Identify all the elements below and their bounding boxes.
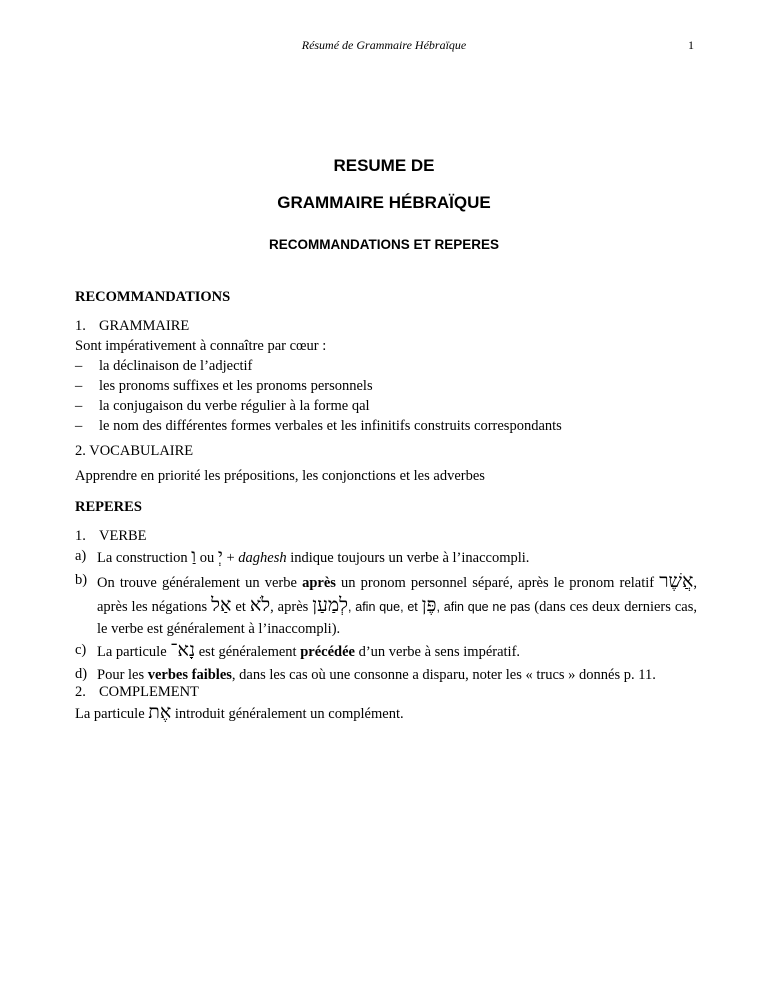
hebrew-text: יְ [217,545,223,567]
list-item: – la déclinaison de l’adjectif [75,358,253,374]
section-label: COMPLEMENT [99,684,199,700]
list-item: – le nom des différentes formes verbales et les infinitifs construits correspondants [75,418,562,434]
hebrew-text: לֹא [249,594,271,616]
page-number: 1 [688,38,694,52]
subsection-title [75,682,697,702]
list-item: – les pronoms suffixes et les pronoms personnels [75,378,373,394]
title-line-2: GRAMMAIRE HÉBRAÏQUE [277,193,491,212]
subtitle: RECOMMANDATIONS ET REPERES [268,237,499,252]
hebrew-text: פֶּן [421,594,437,616]
reperes-heading [75,497,697,517]
section-heading: REPERES [75,499,142,515]
reperes-section-2 [75,682,697,724]
hebrew-text: אֲשֶׁר [659,570,694,592]
intro-text: Sont impérativement à connaître par cœur : [75,338,327,354]
subsection-title [75,316,697,336]
subsection-title: 2. VOCABULAIRE [75,443,194,459]
section-number: 1. [75,528,86,544]
recommandations-section-2 [75,441,697,486]
list-item: – la conjugaison du verbe régulier à la forme qal [75,398,370,414]
subsection-title [75,526,697,546]
paragraph: Apprendre en priorité les prépositions, les conjonctions et les adverbes [75,468,485,484]
section-heading: RECOMMANDATIONS [75,289,231,305]
list-item-c: c) La particule נָא־ est généralement précédée d’un verbe à sens impératif. [75,639,521,661]
section-label: VERBE [99,528,147,544]
section-number: 1. [75,318,86,334]
list-item-a: a) La construction וַ ou יְ + daghesh indique toujours un verbe à l’inaccompli. [75,545,530,567]
section-label: GRAMMAIRE [99,318,190,334]
section-number: 2. [75,684,86,700]
hebrew-text: וַ [191,545,197,567]
list-item-b: b) On trouve généralement un verbe après un pronom personnel séparé, après le pronom relatif אֲשֶׁר, après les négations אַל et לֹא, après לְמַעַן, afin que, et פֶּן, afin que ne pas (dans ces deux derniers cas, le verbe est généralement à l’inaccompli). [75,570,698,637]
hebrew-text: לְמַעַן [312,594,348,616]
list-item-d: d) Pour les verbes faibles, dans les cas où une consonne a disparu, noter les « trucs » donnés p. 11. [75,666,656,683]
reperes-section-1 [75,526,697,686]
hebrew-text: נָא־ [170,639,196,661]
hebrew-text: אֶת [148,701,172,723]
title-line-1: RESUME DE [333,156,435,175]
recommandations-section-1 [75,316,697,436]
paragraph: La particule אֶת introduit généralement un complément. [75,701,404,723]
recommandations-heading [75,287,697,307]
hebrew-text: אַל [211,594,232,616]
running-title: Résumé de Grammaire Hébraïque [301,38,467,52]
